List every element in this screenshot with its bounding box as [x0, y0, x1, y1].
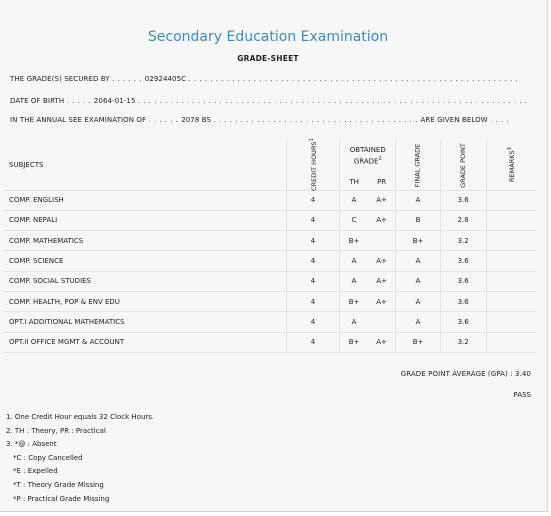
exam-suffix: ARE GIVEN BELOW [420, 116, 488, 124]
grade-point-cell: 3.6 [440, 271, 486, 291]
pr-grade-cell: A+ [368, 190, 396, 210]
th-grade-cell: B+ [340, 332, 368, 352]
remarks-cell [486, 312, 536, 332]
grade-point-cell: 2.8 [440, 210, 486, 230]
credit-cell: 4 [286, 312, 340, 332]
col-pr: PR [377, 177, 387, 186]
col-grade-point: GRADE POINT [440, 140, 486, 190]
table-header-row [4, 140, 536, 190]
table-row [4, 312, 536, 332]
th-grade-cell: B+ [340, 291, 368, 311]
th-grade-cell: A [340, 312, 368, 332]
credit-cell: 4 [286, 291, 340, 311]
dob-line: DATE OF BIRTH . . . . . 2064-01-15 . . . . . . . . . . . . . . . . . . . . . . . . . . . . . . . . . . . . . . . . . . . . . . . . . . . . . . . . . . . . . . . . . . . . . . . . [10, 97, 528, 105]
dob-label: DATE OF BIRTH [10, 97, 65, 105]
final-grade-cell: A [396, 271, 441, 291]
subject-cell: COMP. SOCIAL STUDIES [4, 271, 286, 291]
result-status: PASS [513, 391, 531, 399]
note-item: *P : Practical Grade Missing [13, 494, 110, 503]
table-row [4, 251, 536, 271]
th-grade-cell: B+ [340, 231, 368, 251]
table-row [4, 190, 536, 210]
exam-line: IN THE ANNUAL SEE EXAMINATION OF . . . . . . 2078 BS . . . . . . . . . . . . . . . . . . . . . . . . . . . . . . . . . . . . . . ARE GIVEN BELOW . . . . [10, 116, 510, 124]
table-row [4, 231, 536, 251]
gpa-label: GRADE POINT AVERAGE (GPA) : [400, 370, 513, 378]
table-row [4, 332, 536, 352]
subject-cell: COMP. ENGLISH [4, 190, 286, 210]
grades-table [4, 140, 536, 353]
exam-label: IN THE ANNUAL SEE EXAMINATION OF [10, 116, 147, 124]
final-grade-cell: A [396, 190, 441, 210]
subject-cell: COMP. HEALTH, POP & ENV EDU [4, 291, 286, 311]
col-subjects: SUBJECTS [4, 140, 286, 190]
subject-cell: COMP. MATHEMATICS [4, 231, 286, 251]
credit-cell: 4 [286, 251, 340, 271]
table-row [4, 210, 536, 230]
pr-grade-cell [368, 312, 396, 332]
gpa-line [401, 370, 531, 378]
credit-cell: 4 [286, 332, 340, 352]
final-grade-cell: A [396, 251, 441, 271]
note-item: *E : Expelled [13, 467, 58, 476]
exam-year: 2078 BS [181, 116, 212, 124]
remarks-cell [486, 291, 536, 311]
remarks-cell [486, 190, 536, 210]
credit-cell: 4 [286, 231, 340, 251]
subject-cell: OPT.I ADDITIONAL MATHEMATICS [4, 312, 286, 332]
final-grade-cell: A [396, 291, 441, 311]
subject-cell: COMP. NEPALI [4, 210, 286, 230]
grade-point-cell: 3.2 [440, 332, 486, 352]
grade-point-cell: 3.6 [440, 251, 486, 271]
col-remarks: REMARKS$^3$ [486, 140, 536, 190]
remarks-cell [486, 231, 536, 251]
th-grade-cell: A [340, 271, 368, 291]
note-item: *T : Theory Grade Missing [13, 480, 104, 489]
remarks-cell [486, 210, 536, 230]
th-grade-cell: C [340, 210, 368, 230]
final-grade-cell: B+ [396, 332, 441, 352]
col-credit-hours: CREDIT HOURS$^1$ [286, 140, 340, 190]
grade-label: THE GRADE(S) SECURED BY [10, 75, 110, 83]
remarks-cell [486, 251, 536, 271]
final-grade-cell: B [396, 210, 441, 230]
subject-cell: OPT.II OFFICE MGMT & ACCOUNT [4, 332, 286, 352]
credit-cell: 4 [286, 210, 340, 230]
remarks-cell [486, 271, 536, 291]
dob-value: 2064-01-15 [93, 97, 136, 105]
page-subtitle: GRADE-SHEET [237, 54, 299, 63]
page-title: Secondary Education Examination [147, 29, 389, 45]
pr-grade-cell: A+ [368, 332, 396, 352]
pr-grade-cell: A+ [368, 291, 396, 311]
credit-cell: 4 [286, 271, 340, 291]
grade-point-cell: 3.2 [440, 231, 486, 251]
th-grade-cell: A [340, 190, 368, 210]
note-item: 1. One Credit Hour equals 32 Clock Hours. [6, 413, 155, 421]
table-row [4, 271, 536, 291]
note-item: 2. TH : Theory, PR : Practical [6, 426, 106, 435]
table-row [4, 291, 536, 311]
grade-point-cell: 3.6 [440, 291, 486, 311]
note-item: 3. *@ : Absent [6, 440, 57, 449]
note-item: *C : Copy Cancelled [13, 453, 83, 462]
col-th: TH [349, 177, 359, 186]
grade-rows [4, 190, 536, 352]
pr-grade-cell: A+ [368, 251, 396, 271]
grade-point-cell: 3.6 [440, 312, 486, 332]
final-grade-cell: B+ [396, 231, 441, 251]
footnotes [6, 411, 154, 506]
grade-point-cell: 3.6 [440, 190, 486, 210]
remarks-cell [486, 332, 536, 352]
credit-cell: 4 [286, 190, 340, 210]
col-final-grade: FINAL GRADE [396, 140, 441, 190]
student-id-line: THE GRADE(S) SECURED BY . . . . . . 02924405C . . . . . . . . . . . . . . . . . . . . . . . . . . . . . . . . . . . . . . . . . . . . . . . . . . . . . . . . . . . . . [10, 75, 519, 83]
student-id: 02924405C [144, 75, 187, 83]
pr-grade-cell: A+ [368, 271, 396, 291]
col-obtained-grade: OBTAINED GRADE$^2$ TH PR [340, 140, 396, 190]
final-grade-cell: A [396, 312, 441, 332]
pr-grade-cell: A+ [368, 210, 396, 230]
th-grade-cell: A [340, 251, 368, 271]
pr-grade-cell [368, 231, 396, 251]
gpa-value: 3.40 [515, 370, 531, 378]
subject-cell: COMP. SCIENCE [4, 251, 286, 271]
